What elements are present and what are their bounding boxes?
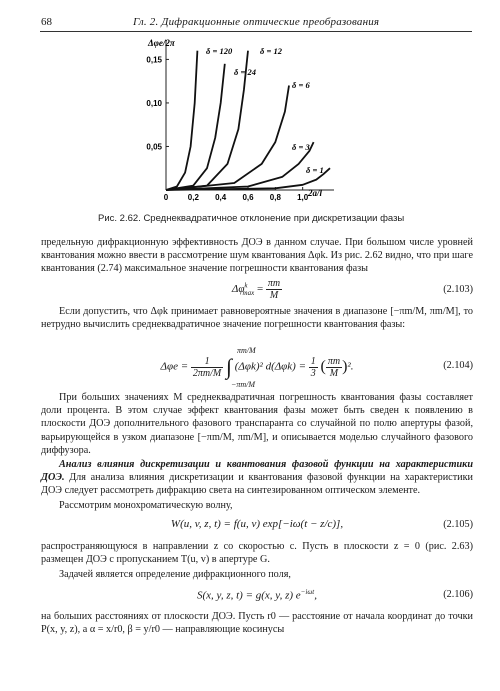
curve-120 <box>166 51 197 190</box>
curve-label: δ = 24 <box>234 67 256 77</box>
paragraph-3: При больших значениях M среднеквадратичная погрешность квантования фазы составляет доли процента. В этом случае эффект квантования фазы может быть сведен к появлению в плоскости ДОЭ дополнительного фазового транспаранта со случайной по полю апертуры фазой, варьирующейся в узком диапазоне [−πm/M, πm/M], и описывается моделью случайного фазового диффузора. <box>41 392 473 456</box>
running-title: Гл. 2. Дифракционные оптические преобразования <box>133 16 380 28</box>
paragraph-6: распространяющуюся в направлении z со скоростью c. Пусть в плоскости z = 0 (рис. 2.63) размещен ДОЭ с пропусканием T(u, v) в апертуре G. <box>41 541 473 566</box>
equation-2-105: W(u, v, z, t) = f(u, v) exp[−iω(t − z/c)], (2.105) <box>170 518 473 530</box>
equation-2-104: Δφe = $\frac{1}{2\pi m/M}$ ∫ (Δφk)² d(Δφk) = $\frac{1}{3}$ ( $\frac{\pi m}{M}$ )². πm/M −πm/M (2.104) <box>160 346 473 389</box>
y-tick-label: 0,10 <box>146 98 162 108</box>
paragraph-8: на больших расстояниях от плоскости ДОЭ. Пусть r0 — расстояние от начала координат до точки P(x, y, z), а α = x/r0, β = y/r0 — направляющие косинусы <box>41 611 473 636</box>
chart-ticks <box>146 55 308 202</box>
figure-caption: Рис. 2.62. Среднеквадратичное отклонение при дискретизации фазы <box>98 213 405 224</box>
x-tick-label: 1,0 <box>297 193 309 202</box>
section-heading: Анализ влияния дискретизации и квантования фазовой функции на характеристики ДОЭ. <box>41 459 473 484</box>
integral-lower-limit: −πm/M <box>231 380 256 389</box>
curve-label: δ = 3 <box>292 142 310 152</box>
x-tick-label: 0,6 <box>242 193 254 202</box>
equation-number-2-103: (2.103) <box>443 284 473 295</box>
y-axis-label: Δφe/2π <box>148 38 175 48</box>
paragraph-4: Анализ влияния дискретизации и квантования фазовой функции на характеристики ДОЭ. Для анализа влияния дискретизации и квантования фазовой функции на характеристики ДОЭ следует рассмотреть дифракцию света на синтезированном оптическом элементе. <box>41 459 474 497</box>
x-tick-label: 0,2 <box>187 193 199 202</box>
curve-label: δ = 1 <box>306 165 324 175</box>
figure-2-62 <box>0 0 500 212</box>
paragraph-7: Задачей является определение дифракционного поля, <box>59 569 291 580</box>
page-number: 68 <box>41 16 52 28</box>
curve-label: δ = 12 <box>260 46 282 56</box>
paragraph-1: предельную дифракционную эффективность ДОЭ в данном случае. При большом числе уровней квантования можно ввести в рассмотрение шум квантования Δφk. Из рис. 2.62 видно, что при шаге квантования (2.74) максимальное значение погрешности квантования фазы <box>41 237 473 275</box>
equation-number-2-106: (2.106) <box>443 589 473 600</box>
equation-number-2-105: (2.105) <box>443 519 473 530</box>
x-tick-label: 0 <box>163 193 169 202</box>
integral-upper-limit: πm/M <box>237 346 256 355</box>
paragraph-2: Если допустить, что Δφk принимает равновероятные значения в диапазоне [−πm/M, πm/M], то нетрудно вычислить среднеквадратичное значение погрешности квантования фазы: <box>41 306 473 331</box>
curve-label: δ = 120 <box>206 46 233 56</box>
paragraph-5: Рассмотрим монохроматическую волну, <box>59 500 233 511</box>
x-tick-label: 0,4 <box>215 193 227 202</box>
equation-number-2-104: (2.104) <box>443 360 473 371</box>
equation-2-103: $\Delta\varphi^k_{max}$ = $\frac{\pi m}{M}$ (2.103) <box>231 278 473 301</box>
y-tick-label: 0,05 <box>146 142 162 152</box>
y-tick-label: 0,15 <box>146 55 162 65</box>
equation-2-106: S(x, y, z, t) = g(x, y, z) $e^{-i\omega t}$, (2.106) <box>197 588 473 602</box>
curve-label: δ = 6 <box>292 80 310 90</box>
x-tick-label: 0,8 <box>269 193 281 202</box>
x-axis-label: 2a/l <box>308 188 323 198</box>
